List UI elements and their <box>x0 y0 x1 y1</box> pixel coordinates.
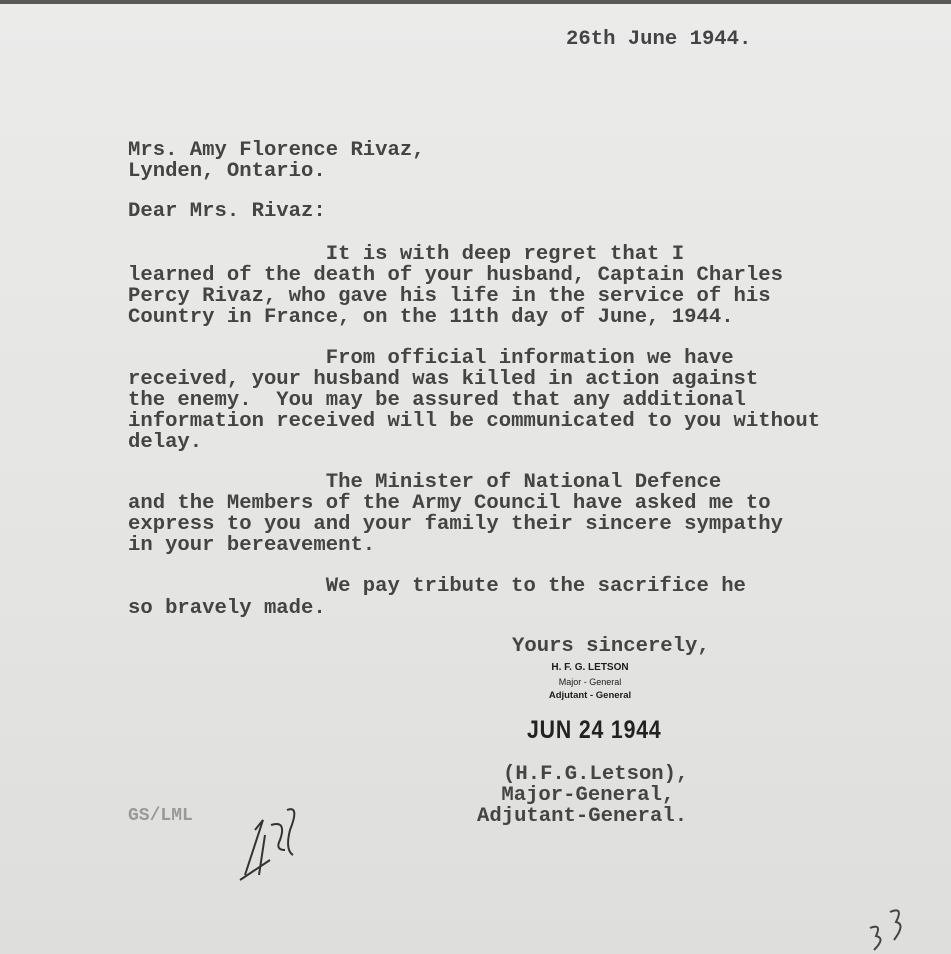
signatory-title: Adjutant-General. <box>477 805 688 828</box>
recipient-name: Mrs. Amy Florence Rivaz, <box>128 139 425 162</box>
paragraph-2 <box>128 348 820 453</box>
recipient-address <box>128 140 425 182</box>
date-stamp: JUN 24 1944 <box>527 716 662 744</box>
text-line: so bravely made. <box>128 597 326 620</box>
text-line: The Minister of National Defence <box>128 471 722 494</box>
paragraph-4 <box>128 576 746 620</box>
signatory-rank: Major-General, <box>489 784 675 807</box>
paragraph-1 <box>128 244 783 328</box>
text-line: received, your husband was killed in action against <box>128 368 759 391</box>
text-line: learned of the death of your husband, Captain Charles <box>128 264 783 287</box>
signature-block <box>477 764 688 827</box>
text-line: delay. <box>128 431 203 454</box>
paragraph-3 <box>128 472 783 556</box>
recipient-location: Lynden, Ontario. <box>128 160 326 183</box>
text-line: and the Members of the Army Council have asked me to <box>128 492 771 515</box>
text-line: Percy Rivaz, who gave his life in the service of his <box>128 285 771 308</box>
reference-initials: GS/LML <box>128 806 193 826</box>
text-line: Country in France, on the 11th day of June, 1944. <box>128 306 734 329</box>
stamp-name: H. F. G. LETSON <box>551 662 629 673</box>
signatory-name: (H.F.G.Letson), <box>503 763 689 786</box>
text-line: It is with deep regret that I <box>128 243 685 266</box>
closing: Yours sincerely, <box>512 635 710 658</box>
text-line: We pay tribute to the sacrifice he <box>128 575 746 598</box>
stamp-rank: Major - General <box>558 677 622 687</box>
text-line: information received will be communicated to you without <box>128 410 821 433</box>
text-line: express to you and your family their sincere sympathy <box>128 513 783 536</box>
text-line: the enemy. You may be assured that any additional <box>128 389 746 412</box>
stamp-title: Adjutant - General <box>548 690 632 701</box>
salutation: Dear Mrs. Rivaz: <box>128 200 326 223</box>
page-number-handwritten <box>862 898 922 954</box>
signature-stamp <box>530 661 650 703</box>
handwritten-initials <box>235 800 305 885</box>
text-line: From official information we have <box>128 347 734 370</box>
text-line: in your bereavement. <box>128 534 376 557</box>
page-edge <box>0 0 951 4</box>
letter-date: 26th June 1944. <box>566 28 752 51</box>
